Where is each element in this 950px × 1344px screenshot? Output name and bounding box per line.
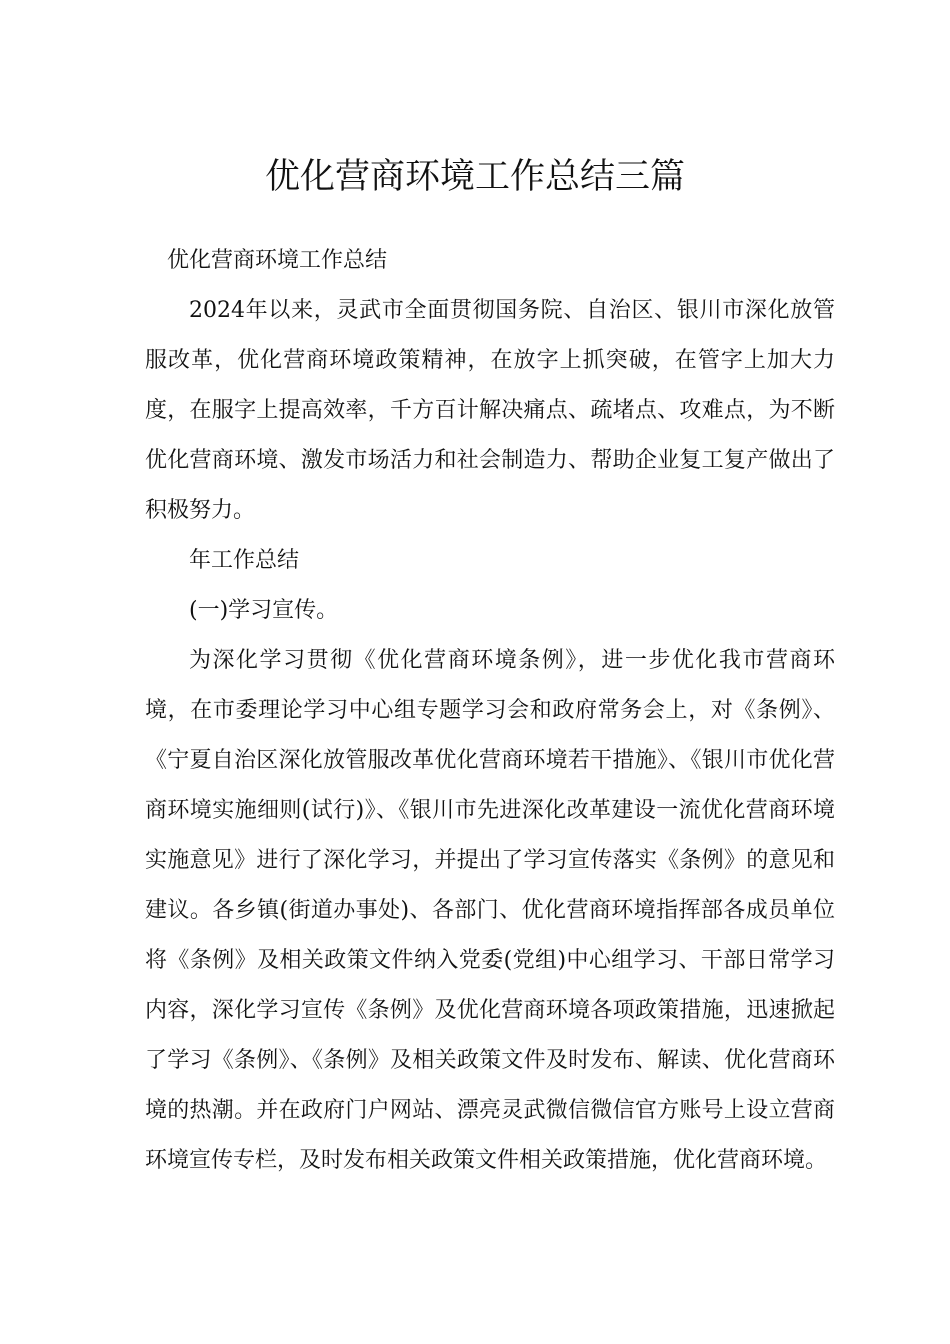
section-heading: 优化营商环境工作总结 xyxy=(167,248,388,273)
document-title: 优化营商环境工作总结三篇 xyxy=(264,157,685,198)
body-paragraph: 为深化学习贯彻《优化营商环境条例》，进一步优化我市营商环境，在市委理论学习中心组专题学习会和政府常务会上，对《条例》、《宁夏自治区深化放管服改革优化营商环境若干措施》、《银川市优化营商环境实施细则(试行)》、《银川市先进深化改革建设一流优化营商环境实施意见》进行了深化学习，并提出了学习宣传落实《条例》的意见和建议。各乡镇(街道办事处)、各部门、优化营商环境指挥部各成员单位将《条例》及相关政策文件纳入党委(党组)中心组学习、干部日常学习内容，深化学习宣传《条例》及优化营商环境各项政策措施，迅速掀起了学习《条例》、《条例》及相关政策文件及时发布、解读、优化营商环境的热潮。并在政府门户网站、漂亮灵武微信微信官方账号上设立营商环境宣传专栏，及时发布相关政策文件相关政策措施，优化营商环境。 xyxy=(145,648,835,1173)
document-body xyxy=(145,236,835,1186)
subsection-heading: 年工作总结 xyxy=(189,548,300,573)
intro-paragraph: 2024年以来，灵武市全面贯彻国务院、自治区、银川市深化放管服改革，优化营商环境政策精神，在放字上抓突破，在管字上加大力度，在服字上提高效率，千方百计解决痛点、疏堵点、攻难点，为不断优化营商环境、激发市场活力和社会制造力、帮助企业复工复产做出了积极努力。 xyxy=(145,298,835,523)
item-heading: (一)学习宣传。 xyxy=(189,598,339,623)
